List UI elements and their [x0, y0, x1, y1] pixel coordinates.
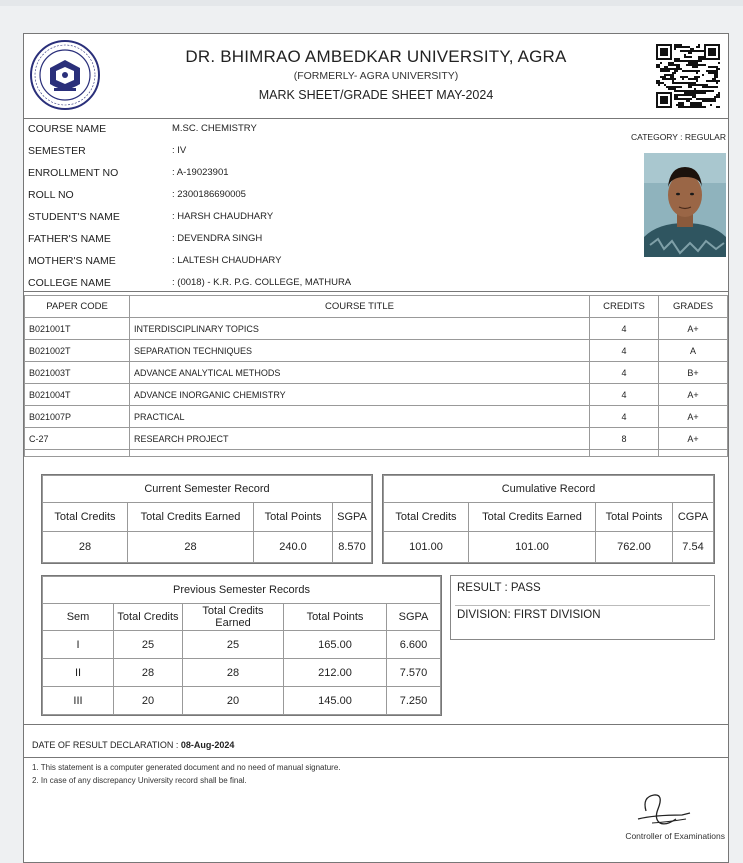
previous-sem: I: [43, 631, 114, 659]
course-title: ADVANCE INORGANIC CHEMISTRY: [130, 384, 590, 406]
previous-total-points: 145.00: [284, 687, 387, 715]
current-header-total-credits: Total Credits: [43, 503, 128, 532]
info-label: ROLL NO: [28, 189, 74, 201]
declaration-date: 08-Aug-2024: [180, 740, 235, 750]
info-value: : HARSH CHAUDHARY: [172, 211, 274, 222]
formerly-name: (FORMERLY- AGRA UNIVERSITY): [293, 70, 459, 82]
paper-grade: A+: [659, 428, 728, 450]
previous-total-credits: 20: [114, 687, 183, 715]
info-label: FATHER'S NAME: [28, 233, 111, 245]
current-credits-earned: 28: [128, 532, 254, 563]
cumulative-header-total-points: Total Points: [596, 503, 673, 532]
paper-grade: A+: [659, 406, 728, 428]
info-label: COLLEGE NAME: [28, 277, 111, 289]
sheet-title: MARK SHEET/GRADE SHEET MAY-2024: [258, 88, 494, 102]
info-label: STUDENT'S NAME: [28, 211, 120, 223]
footer-divider-top: [24, 724, 728, 725]
student-photo: [644, 153, 726, 257]
paper-code: C-27: [25, 428, 130, 450]
paper-code: B021001T: [25, 318, 130, 340]
current-header-sgpa: SGPA: [333, 503, 372, 532]
course-title: RESEARCH PROJECT: [130, 428, 590, 450]
paper-row: [25, 318, 728, 340]
previous-total-points: 212.00: [284, 659, 387, 687]
mark-sheet: [23, 33, 729, 863]
course-title: SEPARATION TECHNIQUES: [130, 340, 590, 362]
previous-credits-earned: 25: [183, 631, 284, 659]
paper-credits: 4: [590, 384, 659, 406]
sheet-header: [24, 34, 728, 119]
declaration: [32, 740, 234, 750]
previous-total-credits: 28: [114, 659, 183, 687]
cumulative-caption: Cumulative Record: [384, 476, 714, 503]
cumulative-header-total-credits: Total Credits: [384, 503, 469, 532]
current-total-points: 240.0: [254, 532, 333, 563]
previous-semester-records: [41, 575, 442, 716]
previous-header-total-credits: Total Credits: [114, 604, 183, 631]
page-top-bar: [0, 0, 743, 6]
current-semester-record: [41, 474, 373, 564]
header-credits: CREDITS: [590, 296, 659, 318]
paper-grade: A: [659, 340, 728, 362]
info-value: : DEVENDRA SINGH: [172, 233, 263, 244]
result-box: [450, 575, 715, 640]
signature-icon: [624, 789, 694, 829]
empty-cell: [659, 450, 728, 457]
previous-sgpa: 7.570: [387, 659, 441, 687]
category-label: CATEGORY : REGULAR: [631, 132, 726, 142]
paper-credits: 8: [590, 428, 659, 450]
note-2: 2. In case of any discrepancy University record shall be final.: [32, 776, 247, 785]
previous-caption: Previous Semester Records: [43, 577, 441, 604]
header-grades: GRADES: [659, 296, 728, 318]
paper-code: B021004T: [25, 384, 130, 406]
current-total-credits: 28: [43, 532, 128, 563]
course-title: ADVANCE ANALYTICAL METHODS: [130, 362, 590, 384]
paper-row-empty: [25, 450, 728, 457]
previous-credits-earned: 20: [183, 687, 284, 715]
current-sgpa: 8.570: [333, 532, 372, 563]
course-title: PRACTICAL: [130, 406, 590, 428]
info-value: : (0018) - K.R. P.G. COLLEGE, MATHURA: [172, 277, 352, 288]
current-header-total-points: Total Points: [254, 503, 333, 532]
signatory-title: Controller of Examinations: [625, 831, 725, 841]
previous-sem: II: [43, 659, 114, 687]
previous-row: [43, 631, 441, 659]
previous-header-sem: Sem: [43, 604, 114, 631]
cumulative-credits-earned: 101.00: [469, 532, 596, 563]
current-header-credits-earned: Total Credits Earned: [128, 503, 254, 532]
paper-credits: 4: [590, 406, 659, 428]
info-value: : 2300186690005: [172, 189, 246, 200]
info-value: : LALTESH CHAUDHARY: [172, 255, 282, 266]
cumulative-header-cgpa: CGPA: [673, 503, 714, 532]
paper-code: B021003T: [25, 362, 130, 384]
previous-sgpa: 6.600: [387, 631, 441, 659]
student-info: [24, 119, 728, 292]
empty-cell: [25, 450, 130, 457]
previous-row: [43, 687, 441, 715]
result-division: DIVISION: FIRST DIVISION: [457, 609, 601, 621]
paper-credits: 4: [590, 362, 659, 384]
paper-row: [25, 406, 728, 428]
paper-row: [25, 428, 728, 450]
paper-row: [25, 340, 728, 362]
previous-sgpa: 7.250: [387, 687, 441, 715]
result-status: RESULT : PASS: [457, 582, 541, 594]
empty-cell: [590, 450, 659, 457]
previous-sem: III: [43, 687, 114, 715]
previous-header-credits-earned: Total Credits Earned: [183, 604, 284, 631]
paper-grade: B+: [659, 362, 728, 384]
previous-row: [43, 659, 441, 687]
footer-divider-bottom: [24, 757, 728, 758]
papers-table: [24, 295, 728, 457]
info-label: SEMESTER: [28, 145, 86, 157]
cumulative-record: [382, 474, 715, 564]
declaration-label: DATE OF RESULT DECLARATION :: [32, 740, 181, 750]
previous-total-points: 165.00: [284, 631, 387, 659]
paper-code: B021002T: [25, 340, 130, 362]
previous-credits-earned: 28: [183, 659, 284, 687]
previous-header-sgpa: SGPA: [387, 604, 441, 631]
info-label: MOTHER'S NAME: [28, 255, 116, 267]
paper-grade: A+: [659, 384, 728, 406]
course-title: INTERDISCIPLINARY TOPICS: [130, 318, 590, 340]
paper-row: [25, 384, 728, 406]
result-divider: [455, 605, 710, 606]
cumulative-total-points: 762.00: [596, 532, 673, 563]
info-label: ENROLLMENT NO: [28, 167, 119, 179]
paper-credits: 4: [590, 340, 659, 362]
cumulative-header-credits-earned: Total Credits Earned: [469, 503, 596, 532]
note-1: 1. This statement is a computer generated document and no need of manual signature.: [32, 763, 341, 772]
info-value: : IV: [172, 145, 187, 156]
paper-grade: A+: [659, 318, 728, 340]
info-value: M.SC. CHEMISTRY: [172, 123, 257, 134]
header-course-title: COURSE TITLE: [130, 296, 590, 318]
papers-header-row: [25, 296, 728, 318]
university-name: DR. BHIMRAO AMBEDKAR UNIVERSITY, AGRA: [185, 47, 567, 66]
cumulative-total-credits: 101.00: [384, 532, 469, 563]
paper-credits: 4: [590, 318, 659, 340]
header-paper-code: PAPER CODE: [25, 296, 130, 318]
paper-row: [25, 362, 728, 384]
qr-code-icon: [654, 42, 722, 110]
paper-code: B021007P: [25, 406, 130, 428]
current-semester-caption: Current Semester Record: [43, 476, 372, 503]
empty-cell: [130, 450, 590, 457]
previous-total-credits: 25: [114, 631, 183, 659]
previous-header-total-points: Total Points: [284, 604, 387, 631]
info-value: : A-19023901: [172, 167, 229, 178]
info-label: COURSE NAME: [28, 123, 107, 135]
cumulative-cgpa: 7.54: [673, 532, 714, 563]
